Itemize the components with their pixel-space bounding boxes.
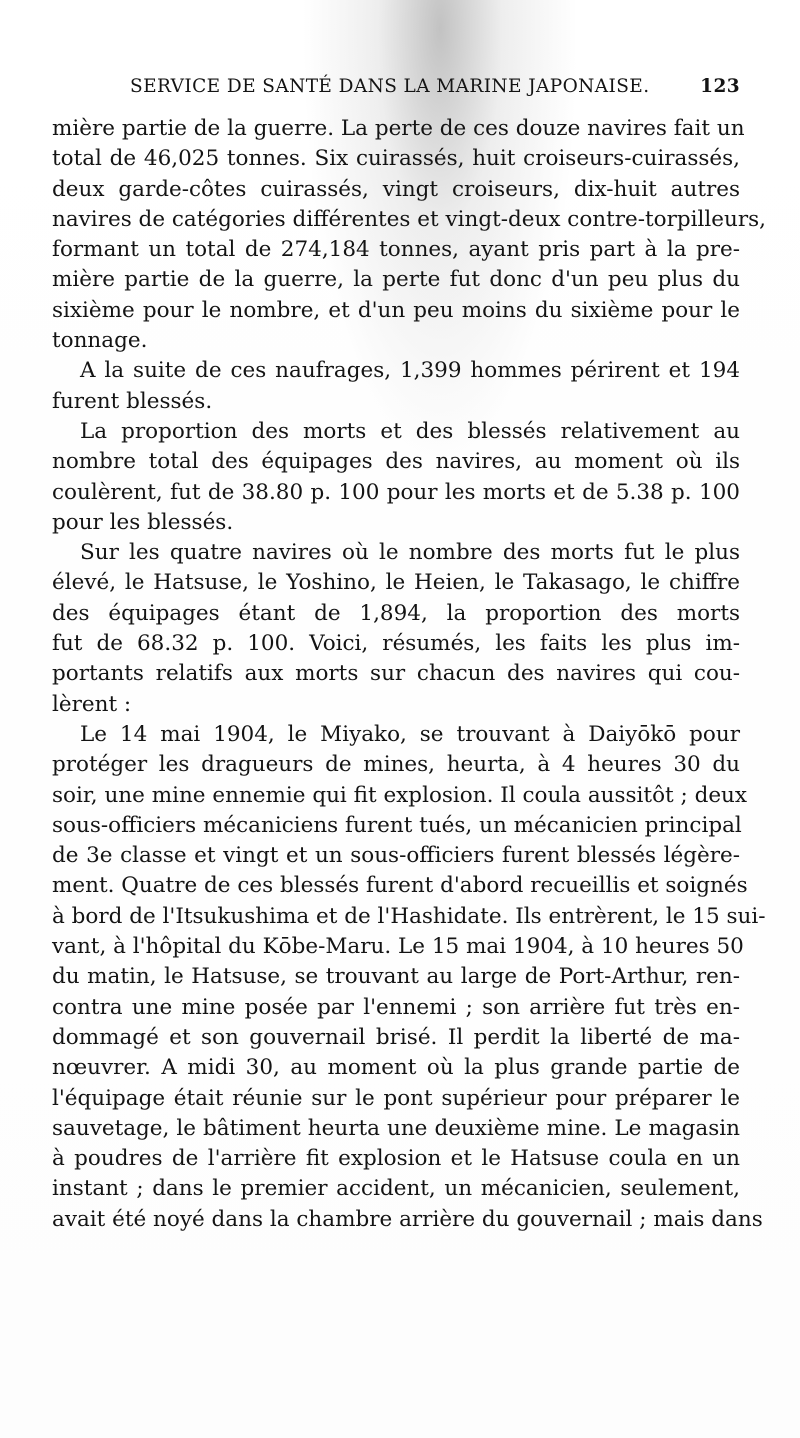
- text-line: protéger les dragueurs de mines, heurta, à 4 heures 30 du: [52, 752, 740, 778]
- text-line: nombre total des équipages des navires, au moment où ils: [52, 449, 740, 475]
- text-line: à poudres de l'arrière fit explosion et le Hatsuse coula en un: [52, 1146, 740, 1172]
- text-line: ment. Quatre de ces blessés furent d'abord recueillis et soignés: [52, 873, 748, 899]
- text-line: fut de 68.32 p. 100. Voici, résumés, les faits les plus im-: [52, 631, 740, 657]
- page-number: 123: [700, 76, 740, 97]
- text-line: coulèrent, fut de 38.80 p. 100 pour les morts et de 5.38 p. 100: [52, 479, 740, 505]
- text-line: vant, à l'hôpital du Kōbe-Maru. Le 15 mai 1904, à 10 heures 50: [52, 934, 744, 960]
- text-line: avait été noyé dans la chambre arrière du gouvernail ; mais dans: [52, 1206, 763, 1232]
- text-line: élevé, le Hatsuse, le Yoshino, le Heien, le Takasago, le chiffre: [52, 570, 740, 596]
- text-line: l'équipage était réunie sur le pont supérieur pour préparer le: [52, 1085, 740, 1111]
- text-line: pour les blessés.: [52, 509, 234, 535]
- text-line: portants relatifs aux morts sur chacun des navires qui cou-: [52, 661, 740, 687]
- text-line: sauvetage, le bâtiment heurta une deuxième mine. Le magasin: [52, 1115, 740, 1141]
- text-line: Le 14 mai 1904, le Miyako, se trouvant à Daiyōkō pour: [80, 721, 740, 747]
- text-line: contra une mine posée par l'ennemi ; son arrière fut très en-: [52, 994, 740, 1020]
- text-line: nœuvrer. A midi 30, au moment où la plus grande partie de: [52, 1055, 740, 1081]
- text-line: soir, une mine ennemie qui fit explosion. Il coula aussitôt ; deux: [52, 782, 748, 808]
- text-line: mière partie de la guerre, la perte fut donc d'un peu plus du: [52, 267, 740, 293]
- text-line: formant un total de 274,184 tonnes, ayant pris part à la pre-: [52, 237, 740, 263]
- text-line: sixième pour le nombre, et d'un peu moins du sixième pour le: [52, 297, 740, 323]
- text-line: furent blessés.: [52, 388, 213, 414]
- body-text: [52, 114, 767, 1235]
- text-line: Sur les quatre navires où le nombre des morts fut le plus: [80, 540, 740, 566]
- text-line: instant ; dans le premier accident, un mécanicien, seulement,: [52, 1176, 740, 1202]
- page-header: [130, 76, 740, 106]
- text-line: des équipages étant de 1,894, la proportion des morts: [52, 600, 740, 626]
- running-title: SERVICE DE SANTÉ DANS LA MARINE JAPONAISE.: [130, 76, 650, 97]
- text-line: lèrent :: [52, 691, 132, 717]
- text-line: du matin, le Hatsuse, se trouvant au large de Port-Arthur, ren-: [52, 964, 740, 990]
- text-line: de 3e classe et vingt et un sous-officiers furent blessés légère-: [52, 843, 740, 869]
- text-line: à bord de l'Itsukushima et de l'Hashidate. Ils entrèrent, le 15 sui-: [52, 903, 766, 929]
- text-line: total de 46,025 tonnes. Six cuirassés, huit croiseurs-cuirassés,: [52, 146, 740, 172]
- text-line: navires de catégories différentes et vingt-deux contre-torpilleurs,: [52, 206, 767, 232]
- text-line: dommagé et son gouvernail brisé. Il perdit la liberté de ma-: [52, 1024, 740, 1050]
- text-line: tonnage.: [52, 328, 148, 354]
- text-line: sous-officiers mécaniciens furent tués, un mécanicien principal: [52, 812, 742, 838]
- text-line: La proportion des morts et des blessés relativement au: [80, 418, 740, 444]
- text-line: mière partie de la guerre. La perte de ces douze navires fait un: [52, 116, 745, 141]
- text-line: deux garde-côtes cuirassés, vingt croiseurs, dix-huit autres: [52, 176, 740, 202]
- text-line: A la suite de ces naufrages, 1,399 hommes périrent et 194: [80, 358, 740, 384]
